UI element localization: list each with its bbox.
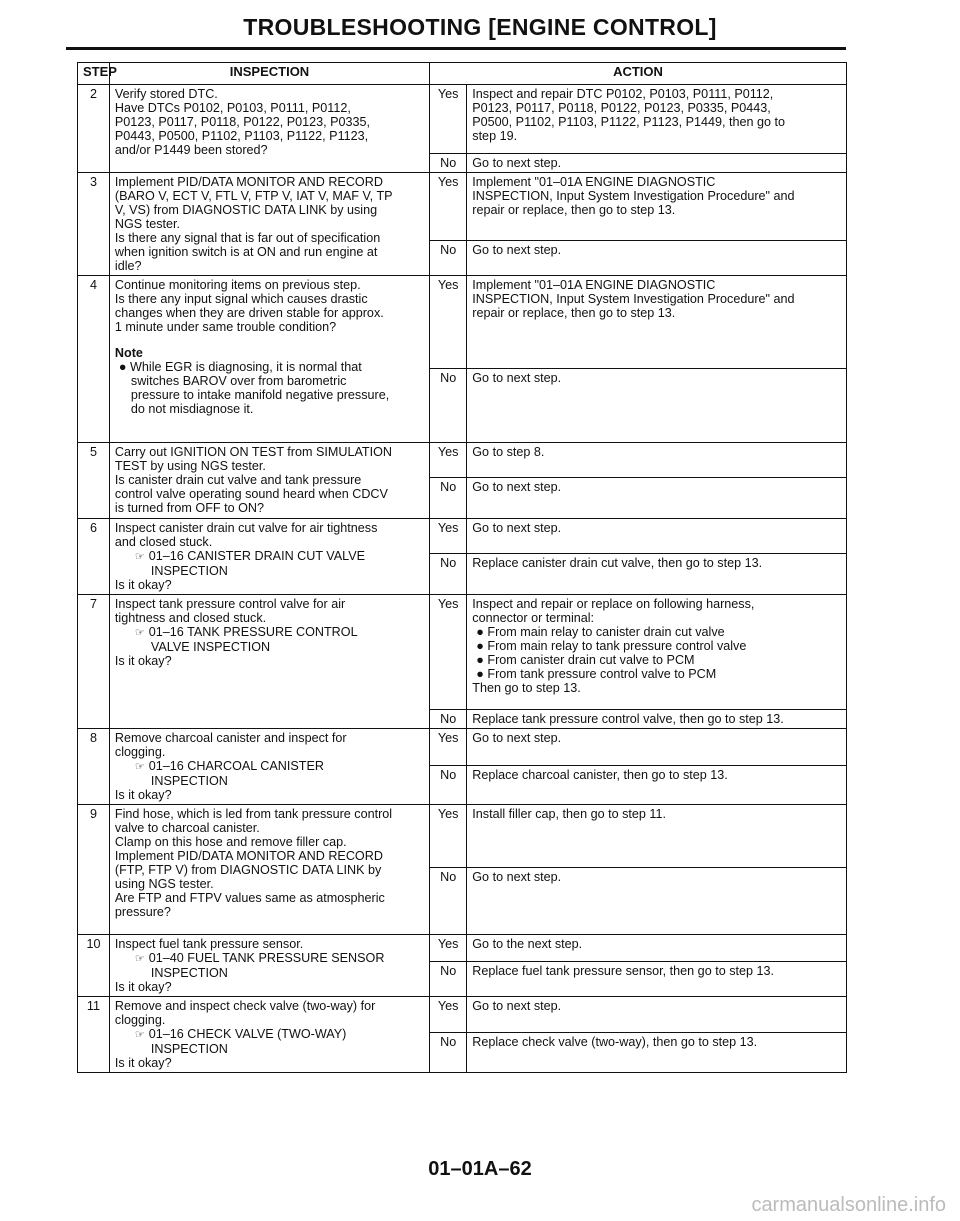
step-number: 11 — [78, 997, 110, 1073]
yes-label: Yes — [430, 805, 467, 868]
inspection-cell: Carry out IGNITION ON TEST from SIMULATION TEST by using NGS tester. Is canister drain cut valve and tank pressure control valve operating sound heard when CDCV is turned from OFF to ON? — [109, 443, 429, 519]
inspection-cell: Implement PID/DATA MONITOR AND RECORD (BARO V, ECT V, FTL V, FTP V, IAT V, MAF V, TP V, VS) from DIAGNOSTIC DATA LINK by using NGS tester. Is there any signal that is far out of specification when ignition switch is at ON and run engine at idle? — [109, 173, 429, 276]
no-label: No — [430, 554, 467, 595]
action-cell: Replace canister drain cut valve, then go to step 13. — [467, 554, 847, 595]
inspection-cell: Find hose, which is led from tank pressure control valve to charcoal canister. Clamp on this hose and remove filler cap. Implement PID/DATA MONITOR AND RECORD (FTP, FTP V) from DIAGNOSTIC DATA LINK by using NGS tester. Are FTP and FTPV values same as atmospheric pressure? — [109, 805, 429, 935]
note-title: Note — [114, 346, 143, 360]
table-row — [78, 935, 847, 962]
troubleshooting-table — [77, 62, 847, 1073]
yes-label: Yes — [430, 173, 467, 241]
reference-icon: ☞ — [134, 627, 145, 639]
harness-bullet: ● From main relay to canister drain cut valve — [476, 625, 725, 639]
yes-label: Yes — [430, 729, 467, 766]
inspection-cell: Continue monitoring items on previous step. Is there any input signal which causes drastic changes when they are driven stable for approx. 1 minute under same trouble condition? Note ● While EGR is diagnosing, it is normal that switches BAROV over from barometric pressure to intake manifold negative pressure, do not misdiagnose it. — [109, 276, 429, 443]
title-rule — [66, 47, 846, 50]
table-header-row — [78, 63, 847, 85]
step-number: 7 — [78, 595, 110, 729]
inspection-cell: Inspect tank pressure control valve for air tightness and closed stuck. ☞ 01–16 TANK PRESSURE CONTROL VALVE INSPECTION Is it okay? — [109, 595, 429, 729]
table-row — [78, 997, 847, 1033]
harness-bullet: ● From main relay to tank pressure control valve — [476, 639, 747, 653]
action-cell: Go to next step. — [467, 729, 847, 766]
yes-label: Yes — [430, 276, 467, 369]
action-cell: Replace tank pressure control valve, then go to step 13. — [467, 710, 847, 729]
page-number: 01–01A–62 — [428, 1158, 532, 1180]
yes-label: Yes — [430, 519, 467, 554]
action-cell: Go to next step. — [467, 241, 847, 276]
table-row — [78, 276, 847, 369]
step-number: 2 — [78, 85, 110, 173]
no-label: No — [430, 962, 467, 997]
action-cell: Implement "01–01A ENGINE DIAGNOSTIC INSPECTION, Input System Investigation Procedure" and repair or replace, then go to step 13. — [467, 276, 847, 369]
table-row — [78, 595, 847, 710]
no-label: No — [430, 369, 467, 443]
header-step: STEP — [78, 63, 110, 85]
table-row — [78, 729, 847, 766]
action-cell: Go to next step. — [467, 369, 847, 443]
yes-label: Yes — [430, 997, 467, 1033]
watermark: carmanualsonline.info — [751, 1194, 946, 1216]
reference-link: ☞ 01–16 CANISTER DRAIN CUT VALVE — [134, 549, 366, 563]
table-row — [78, 173, 847, 241]
yes-label: Yes — [430, 85, 467, 154]
yes-label: Yes — [430, 935, 467, 962]
step-number: 4 — [78, 276, 110, 443]
header-inspection: INSPECTION — [109, 63, 429, 85]
step-number: 3 — [78, 173, 110, 276]
step-number: 5 — [78, 443, 110, 519]
step-number: 10 — [78, 935, 110, 997]
page-title: TROUBLESHOOTING [ENGINE CONTROL] — [243, 14, 717, 40]
no-label: No — [430, 710, 467, 729]
action-cell: Inspect and repair DTC P0102, P0103, P0111, P0112, P0123, P0117, P0118, P0122, P0123, P0335, P0443, P0500, P1102, P1103, P1122, P1123, P1449, then go to step 19. — [467, 85, 847, 154]
header-action: ACTION — [430, 63, 847, 85]
reference-link: ☞ 01–16 CHECK VALVE (TWO-WAY) — [134, 1027, 347, 1041]
action-cell: Install filler cap, then go to step 11. — [467, 805, 847, 868]
action-cell: Go to step 8. — [467, 443, 847, 478]
yes-label: Yes — [430, 443, 467, 478]
no-label: No — [430, 241, 467, 276]
inspection-cell: Remove and inspect check valve (two-way) for clogging. ☞ 01–16 CHECK VALVE (TWO-WAY) INSPECTION Is it okay? — [109, 997, 429, 1073]
action-cell: Go to next step. — [467, 478, 847, 519]
inspection-cell: Remove charcoal canister and inspect for clogging. ☞ 01–16 CHARCOAL CANISTER INSPECTION Is it okay? — [109, 729, 429, 805]
reference-link: ☞ 01–16 CHARCOAL CANISTER — [134, 759, 324, 773]
no-label: No — [430, 478, 467, 519]
no-label: No — [430, 766, 467, 805]
reference-icon: ☞ — [134, 551, 145, 563]
note-bullet: ● While EGR is diagnosing, it is normal that — [118, 360, 362, 374]
yes-label: Yes — [430, 595, 467, 710]
step-number: 8 — [78, 729, 110, 805]
table-row — [78, 805, 847, 868]
inspection-cell: Inspect fuel tank pressure sensor. ☞ 01–40 FUEL TANK PRESSURE SENSOR INSPECTION Is it okay? — [109, 935, 429, 997]
table-row — [78, 443, 847, 478]
harness-bullet: ● From canister drain cut valve to PCM — [476, 653, 695, 667]
step-number: 6 — [78, 519, 110, 595]
no-label: No — [430, 868, 467, 935]
reference-link: ☞ 01–40 FUEL TANK PRESSURE SENSOR — [134, 951, 385, 965]
no-label: No — [430, 1032, 467, 1072]
reference-link: ☞ 01–16 TANK PRESSURE CONTROL — [134, 625, 358, 639]
action-cell: Go to next step. — [467, 154, 847, 173]
no-label: No — [430, 154, 467, 173]
reference-icon: ☞ — [134, 761, 145, 773]
harness-bullet: ● From tank pressure control valve to PCM — [476, 667, 717, 681]
action-cell: Implement "01–01A ENGINE DIAGNOSTIC INSPECTION, Input System Investigation Procedure" and repair or replace, then go to step 13. — [467, 173, 847, 241]
action-cell: Go to next step. — [467, 997, 847, 1033]
table-row — [78, 519, 847, 554]
reference-icon: ☞ — [134, 1029, 145, 1041]
action-cell: Go to the next step. — [467, 935, 847, 962]
inspection-cell: Verify stored DTC. Have DTCs P0102, P0103, P0111, P0112, P0123, P0117, P0118, P0122, P0123, P0335, P0443, P0500, P1102, P1103, P1122, P1123, and/or P1449 been stored? — [109, 85, 429, 173]
reference-icon: ☞ — [134, 953, 145, 965]
step-number: 9 — [78, 805, 110, 935]
action-cell: Replace fuel tank pressure sensor, then go to step 13. — [467, 962, 847, 997]
action-cell: Replace charcoal canister, then go to step 13. — [467, 766, 847, 805]
action-cell: Replace check valve (two-way), then go to step 13. — [467, 1032, 847, 1072]
table-row — [78, 85, 847, 154]
action-cell: Go to next step. — [467, 868, 847, 935]
inspection-cell: Inspect canister drain cut valve for air tightness and closed stuck. ☞ 01–16 CANISTER DRAIN CUT VALVE INSPECTION Is it okay? — [109, 519, 429, 595]
action-cell: Inspect and repair or replace on following harness, connector or terminal: ● From main relay to canister drain cut valve ● From main relay to tank pressure control valve ● From canister drain cut valve to PCM ● From tank pressure control valve to PCM Then go to step 13. — [467, 595, 847, 710]
action-cell: Go to next step. — [467, 519, 847, 554]
